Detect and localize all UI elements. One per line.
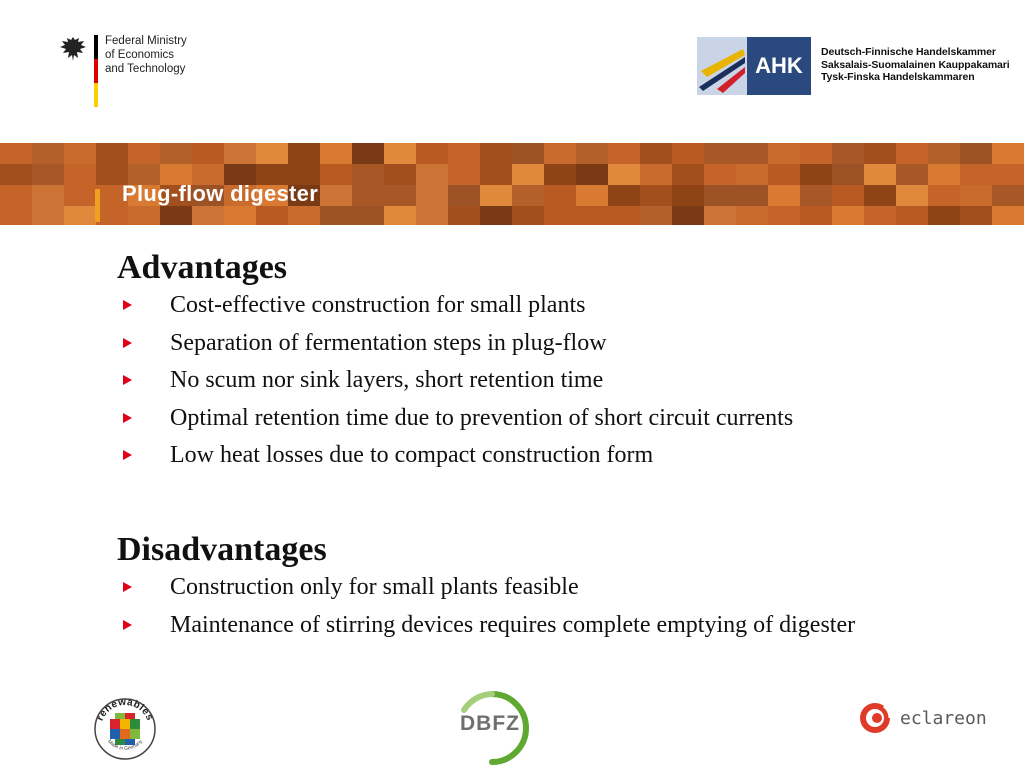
german-flag-stripe bbox=[94, 35, 98, 107]
list-item bbox=[117, 328, 937, 358]
list-item-text: Separation of fermentation steps in plug-flow bbox=[170, 329, 607, 356]
disadvantages-heading: Disadvantages bbox=[117, 531, 327, 568]
ahk-name-line: Deutsch-Finnische Handelskammer bbox=[821, 46, 996, 58]
list-item bbox=[117, 610, 937, 640]
renewables-globe-icon bbox=[93, 697, 157, 761]
ahk-logo bbox=[697, 37, 1010, 95]
renewables-subtext: Made in Germany bbox=[106, 738, 144, 752]
renewables-text: renewables bbox=[94, 697, 156, 723]
bullet-arrow-icon bbox=[123, 300, 132, 310]
ministry-logo bbox=[58, 32, 208, 110]
list-item bbox=[117, 403, 937, 433]
list-item bbox=[117, 365, 937, 395]
bullet-arrow-icon bbox=[123, 338, 132, 348]
renewables-logo bbox=[93, 697, 157, 761]
title-band bbox=[0, 143, 1024, 225]
ministry-name bbox=[105, 34, 187, 76]
list-item bbox=[117, 290, 937, 320]
ahk-name-line: Saksalais-Suomalainen Kauppakamari bbox=[821, 58, 1010, 71]
ministry-name-line: Federal Ministry bbox=[105, 35, 187, 47]
list-item-text: Construction only for small plants feasible bbox=[170, 574, 579, 600]
title-accent-bar bbox=[95, 189, 100, 222]
ahk-name-line: Tysk-Finska Handelskammaren bbox=[821, 71, 975, 83]
list-item-text: Cost-effective construction for small plants bbox=[170, 292, 586, 318]
dbfz-text: DBFZ bbox=[460, 712, 520, 735]
advantages-list bbox=[117, 290, 937, 470]
ministry-name-line: and Technology bbox=[105, 63, 186, 75]
list-item bbox=[117, 572, 937, 602]
eclareon-text: eclareon bbox=[900, 708, 987, 729]
bullet-arrow-icon bbox=[123, 450, 132, 460]
ahk-mark-text: AHK bbox=[755, 53, 803, 78]
federal-eagle-icon bbox=[58, 34, 88, 64]
bullet-arrow-icon bbox=[123, 375, 132, 385]
bullet-arrow-icon bbox=[123, 620, 132, 630]
eclareon-logo bbox=[858, 700, 987, 736]
list-item-text: No scum nor sink layers, short retention time bbox=[170, 367, 604, 393]
eclareon-swirl-icon bbox=[858, 700, 894, 736]
slide-title: Plug-flow digester bbox=[122, 181, 319, 206]
ministry-name-line: of Economics bbox=[105, 49, 175, 61]
list-item-text: Maintenance of stirring devices requires complete emptying of digester bbox=[170, 611, 856, 638]
bullet-arrow-icon bbox=[123, 582, 132, 592]
ahk-mark bbox=[697, 37, 811, 95]
dbfz-logo bbox=[452, 690, 552, 766]
list-item-text: Low heat losses due to compact construction form bbox=[170, 442, 654, 468]
list-item bbox=[117, 440, 937, 470]
list-item-text: Optimal retention time due to prevention of short circuit currents bbox=[170, 404, 794, 431]
slide-content bbox=[117, 246, 937, 647]
bullet-arrow-icon bbox=[123, 413, 132, 423]
disadvantages-list bbox=[117, 572, 937, 640]
advantages-heading: Advantages bbox=[117, 249, 288, 286]
ahk-chamber-names bbox=[821, 46, 1010, 84]
